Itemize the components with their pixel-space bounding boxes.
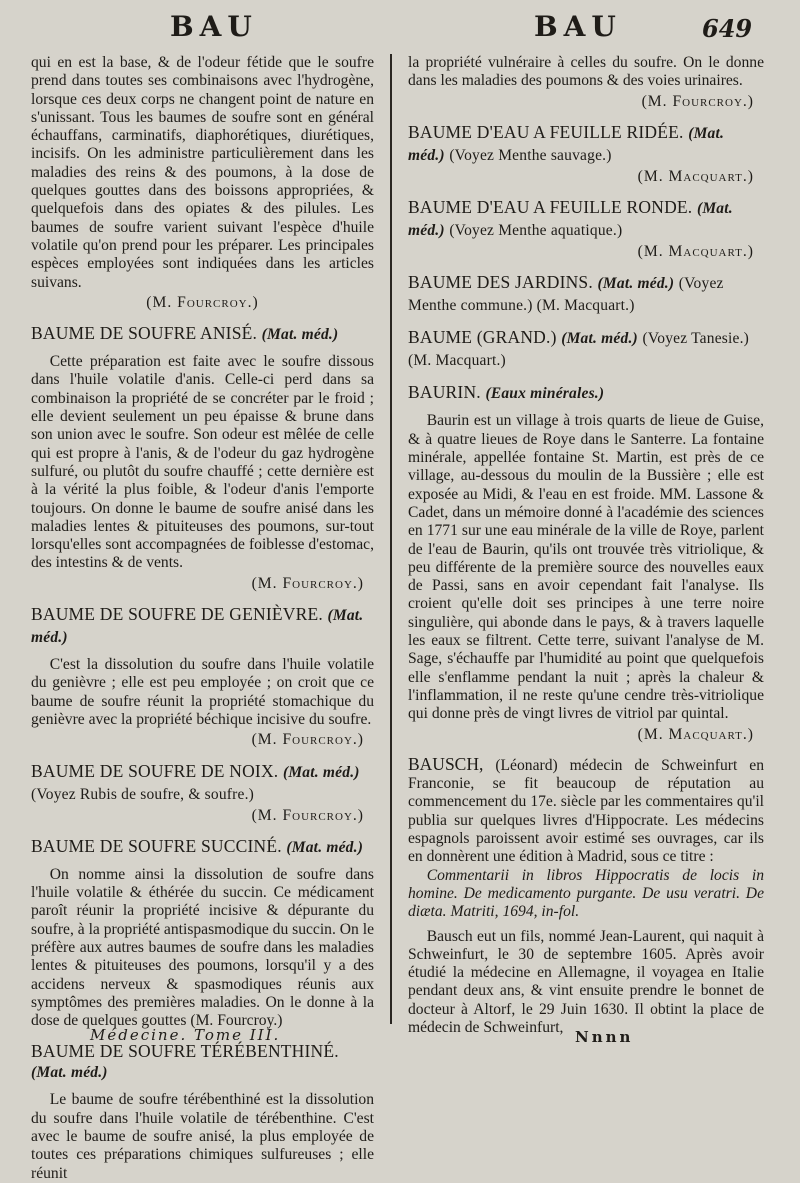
entry-tag: (Mat. méd.) — [282, 763, 360, 781]
author-signature: (M. Macquart.) — [637, 167, 754, 185]
page-number: 649 — [702, 14, 753, 43]
entry-baume-eau-feuille-ridee — [408, 122, 764, 186]
entry-tag: (Mat. méd.) — [31, 1064, 108, 1082]
author-signature: (M. Fourcroy.) — [251, 806, 364, 824]
entry-body: On nomme ainsi la dissolution de soufre dans l'huile volatile & éthérée du succin. Ce médicament paroît réunir la propriété incisive & dépurante du soufre, à la propriété antispasmodique du succin. On le préfère aux autres baumes de soufre dans les maladies lentes & pituiteuses des poumons, lorsqu'il y a des accidens nerveux & spasmodiques réunis aux symptômes des premières maladies. On le donne à la dose de quelques gouttes (M. Fourcroy.) — [31, 865, 374, 1030]
cross-reference: (Voyez Tanesie.) (M. Macquart.) — [408, 330, 750, 370]
cross-reference: (Voyez Menthe sauvage.) — [449, 146, 612, 164]
entry-body: Le baume de soufre térébenthiné est la dissolution du soufre dans l'huile volatile de térébenthine. C'est avec le baume de soufre anisé, la plus employée de toutes ces préparations chimiques sulfureuses ; elle réunit — [31, 1091, 374, 1182]
entry-title: BAUME DES JARDINS. — [408, 272, 593, 293]
entry-baume-soufre-noix — [31, 761, 374, 825]
entry-title: BAURIN. — [408, 382, 481, 403]
entry-baume-soufre-succine — [31, 836, 374, 1031]
cross-reference: (Voyez Menthe commune.) (M. Macquart.) — [408, 275, 724, 315]
entry-body: Cette préparation est faite avec le soufre dissous dans l'huile volatile d'anis. Celle-ci perd dans sa combinaison la propriété de se concréter par le froid ; elle devient seulement un peu épaisse & brune dans son union avec le soufre. Son odeur est mêlée de celle qui est propre à l'anis, & de l'odeur du gaz hydrogène sulfuré, ou plutôt du soufre chauffé ; cette dernière est à la vérité la plus foible, & l'odeur d'anis l'emporte toujours. On donne le baume de soufre anisé dans les maladies lentes & pituiteuses des poumons, sur-tout lorsqu'elles sont accompagnées de foiblesse d'estomac, des intestins & de vents. — [31, 353, 374, 572]
entry-text: médecin de Schweinfurt en Franconie, se fit beaucoup de réputation au commencement du 17e. siècle par les commentaires qu'il publia sur quelques livres d'Hippocrate. Les médecins espagnols paroissent avoir estimé ses ouvrages, car ils en donnèrent une édition à Madrid, sous ce titre : — [408, 756, 765, 866]
entry-title: BAUME DE SOUFRE SUCCINÉ. — [31, 835, 282, 856]
entry-tag: (Eaux minérales.) — [485, 385, 605, 403]
continued-paragraph: qui en est la base, & de l'odeur fétide que le soufre prend dans toutes ses combinaisons avec l'hydrogène, lorsque ces deux corps ne changent point de nature en s'unissant. Tous les baumes de soufre sont en général échauffans, carminatifs, diaphorétiques, diurétiques, incisifs. On les administre particulièrement dans les maladies des reins & des poumons, à la dose de quelques gouttes dans des boissons appropriées, & quelquefois dans des opiates & des pilules. Les baumes de soufre varient suivant l'espèce d'huile volatile qu'on prend pour les préparer. Les principales espèces employées sont indiquées dans les articles suivans. — [31, 54, 374, 291]
volume-signature: Médecine. Tome III. — [90, 1026, 281, 1044]
entry-title: BAUME DE SOUFRE DE GENIÈVRE. — [31, 604, 323, 625]
entry-baume-eau-feuille-ronde — [408, 197, 764, 261]
entry-heading — [408, 272, 764, 316]
cross-reference: (Voyez Menthe aquatique.) — [449, 222, 623, 240]
work-title: Commentarii in libros Hippocratis de locis in homine. De medicamento purgante. De usu veratri. De diæta. Matriti, 1694, in-fol. — [408, 866, 764, 921]
author-signature: (M. Macquart.) — [637, 725, 754, 743]
author-signature: (M. Fourcroy.) — [146, 293, 259, 311]
author-signature: (M. Fourcroy.) — [251, 731, 364, 749]
entry-baume-des-jardins — [408, 272, 764, 316]
column-rule — [390, 54, 392, 1024]
entry-body: C'est la dissolution du soufre dans l'huile volatile du genièvre ; elle est peu employée ; on croit que ce baume de soufre réunit la propriété stomachique du genièvre avec la propriété béchique incisive du soufre. — [31, 656, 374, 728]
entry-baume-soufre-anise — [31, 323, 374, 593]
right-column — [408, 54, 764, 1084]
author-signature: (M. Fourcroy.) — [641, 92, 754, 110]
entry-body-continued: Bausch eut un fils, nommé Jean-Laurent, qui naquit à Schweinfurt, le 30 de septembre 1605. Après avoir étudié la médecine en Allemagne, il voyagea en Italie pendant deux ans, & vint ensuite prendre le bonnet de docteur à Altorf, le 29 Juin 1630. Il obtint la place de médecin de Schweinfurt, — [408, 927, 764, 1036]
entry-title: BAUME D'EAU A FEUILLE RONDE. — [408, 197, 693, 218]
running-head-left: BAU — [170, 10, 258, 43]
entry-heading — [31, 761, 374, 805]
entry-heading — [408, 122, 764, 166]
entry-body — [408, 755, 764, 867]
entry-heading — [31, 1041, 374, 1083]
author-signature: (M. Fourcroy.) — [251, 574, 364, 592]
entry-tag: (Mat. méd.) — [597, 275, 675, 293]
entry-tag: (Mat. méd.) — [408, 200, 733, 240]
continued-paragraph: la propriété vulnéraire à celles du soufre. On le donne dans les maladies des poumons & des voies urinaires. — [408, 54, 764, 90]
entry-title: BAUSCH, — [408, 753, 484, 774]
entry-bausch — [408, 755, 764, 1037]
entry-title: BAUME DE SOUFRE ANISÉ. — [31, 323, 258, 344]
entry-tag: (Léonard) — [495, 756, 558, 774]
entry-heading — [31, 323, 374, 345]
cross-reference: (Voyez Rubis de soufre, & soufre.) — [31, 785, 255, 803]
entry-tag: (Mat. méd.) — [408, 124, 725, 164]
entry-heading — [408, 327, 764, 371]
entry-tag: (Mat. méd.) — [286, 838, 364, 856]
gathering-signature: Nnnn — [575, 1028, 634, 1046]
entry-title: BAUME DE SOUFRE DE NOIX. — [31, 760, 279, 781]
entry-baume-soufre-terebenthine — [31, 1041, 374, 1182]
entry-tag: (Mat. méd.) — [261, 326, 339, 344]
entry-tag: (Mat. méd.) — [561, 330, 638, 348]
entry-title: BAUME (GRAND.) — [408, 327, 557, 348]
entry-title: BAUME DE SOUFRE TÉRÉBENTHINÉ. — [31, 1041, 339, 1062]
entry-tag: (Mat. méd.) — [31, 607, 364, 647]
running-head-right: BAU — [534, 10, 622, 43]
entry-baurin — [408, 382, 764, 743]
author-signature: (M. Macquart.) — [637, 243, 754, 261]
entry-body: Baurin est un village à trois quarts de lieue de Guise, & à quatre lieues de Roye dans le Santerre. La fontaine minérale, appellée fontaine St. Martin, est près de ce village, au-dessous du moulin de la Bussière ; elle est exposée au Midi, & l'eau en est froide. MM. Lassone & Cadet, dans un mémoire donné à l'académie des sciences en 1771 sur une eau minérale de la ville de Roye, parlent de l'eau de Baurin, qu'ils ont trouvée très vitriolique, & peu différente de la première source des nouvelles eaux de Passi, sans en avoir cependant fait l'analyse. Ils croient qu'elle doit ses principes à une terre noire singulière, qui abonde dans le pays, & à travers laquelle les eaux se filtrent. Cette terre, suivant l'analyse de M. Sage, s'échauffe par l'humidité au point que quelquefois elle s'enflamme pendant la nuit ; après la chaleur & l'inflammation, il ne reste qu'une cendre très-vitriolique qui donne près de vingt livres de vitriol par quintal. — [408, 412, 764, 723]
entry-heading — [31, 836, 374, 858]
entry-baume-grand — [408, 327, 764, 371]
left-column — [31, 54, 374, 1182]
entry-heading — [408, 382, 764, 404]
entry-heading — [31, 604, 374, 648]
entry-baume-soufre-genievre — [31, 604, 374, 749]
entry-title: BAUME D'EAU A FEUILLE RIDÉE. — [408, 121, 684, 142]
entry-heading — [408, 197, 764, 241]
